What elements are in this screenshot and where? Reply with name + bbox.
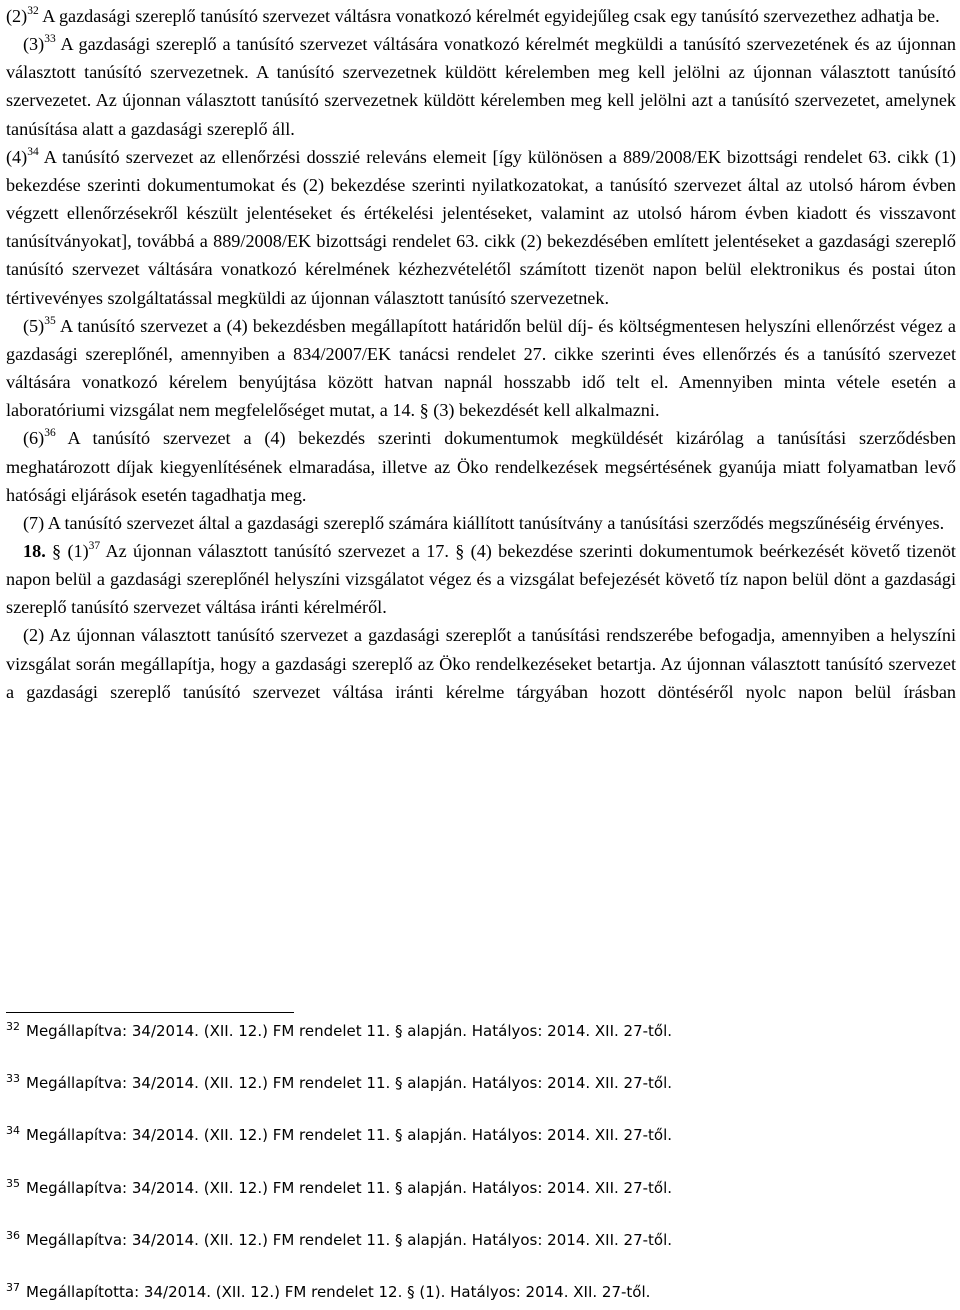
paragraph-text: A gazdasági szereplő a tanúsító szervezet váltására vonatkozó kérelmét megküldi a tanúsító szervezetének és az újonnan választott tanúsító szervezetnek. A tanúsító szervezetnek küldött kérelemben meg kell jelölni az újonnan választott tanúsító szervezetet. Az újonnan választott tanúsító szervezetnek küldött kérelemben meg kell jelölni azt a tanúsító szervezetet, amelynek tanúsítása alatt a gazdasági szereplő áll. [6,34,956,139]
paragraph-text: A tanúsító szervezet a (4) bekezdés szerinti dokumentumok megküldését kizárólag a tanúsítási szerződésben meghatározott díjak kiegyenlítésének elmaradása, illetve az Öko rendelkezések megsértésének gyanúja miatt folyamatban levő hatósági eljárások esetén tagadhatja meg. [6,428,956,505]
footnote-text: Megállapítva: 34/2014. (XII. 12.) FM rendelet 11. § alapján. Hatályos: 2014. XII. 27-től. [26,1231,673,1249]
paragraph-17-6 [6,424,956,508]
footnote-ref[interactable]: 36 [44,427,56,440]
paragraph-18-2 [6,621,956,705]
footnote-ref[interactable]: 35 [44,314,56,327]
footnote-item [6,1126,672,1144]
paragraph-number: (6) [23,428,45,449]
paragraph-17-5 [6,312,956,425]
paragraph-number: (7) [23,512,45,533]
footnote-item [6,1022,672,1040]
footnote-number: 37 [6,1281,20,1294]
paragraph-17-7 [6,509,956,537]
footnote-text: Megállapítva: 34/2014. (XII. 12.) FM rendelet 11. § alapján. Hatályos: 2014. XII. 27-től. [26,1126,673,1144]
paragraph-text: Az újonnan választott tanúsító szervezet a 17. § (4) bekezdése szerinti dokumentumok beérkezését követő tizenöt napon belül a gazdasági szereplőnél helyszíni vizsgálatot végez és a vizsgálat befejezését követő tíz napon belül dönt a gazdasági szereplő tanúsító szervezet váltása iránti kérelméről. [6,540,956,618]
footnote-item [6,1231,672,1249]
footnote-number: 32 [6,1020,20,1033]
paragraph-17-4 [6,143,956,312]
body-text [6,2,956,706]
footnote-text: Megállapította: 34/2014. (XII. 12.) FM rendelet 12. § (1). Hatályos: 2014. XII. 27-től. [26,1283,651,1301]
section-number: 18. [23,540,46,561]
paragraph-17-2 [6,2,956,30]
paragraph-text: Az újonnan választott tanúsító szervezet a gazdasági szereplőt a tanúsítási rendszerébe befogadja, amennyiben a helyszíni vizsgálat során megállapítja, hogy a gazdasági szereplő az Öko rendelkezéseket betartja. Az újonnan választott tanúsító szervezet a gazdasági szereplő tanúsító szervezet váltása iránti kérelme tárgyában hozott döntéséről nyolc napon belül írásban [6,625,956,702]
paragraph-text: A gazdasági szereplő tanúsító szervezet váltásra vonatkozó kérelmét egyidejűleg csak egy tanúsító szervezethez adhatja be. [38,6,940,26]
paragraph-number: (2) [6,6,28,26]
footnote-number: 36 [6,1229,20,1242]
footnote-item [6,1074,672,1092]
paragraph-number: (5) [23,315,45,336]
section-18-1 [6,537,956,621]
footnote-text: Megállapítva: 34/2014. (XII. 12.) FM rendelet 11. § alapján. Hatályos: 2014. XII. 27-től. [26,1074,673,1092]
paragraph-text: A tanúsító szervezet által a gazdasági szereplő számára kiállított tanúsítvány a tanúsítási szerződés megszűnéséig érvényes. [44,512,945,533]
footnote-number: 33 [6,1072,20,1085]
footnote-separator [6,1012,294,1013]
footnote-ref[interactable]: 34 [27,145,39,158]
paragraph-text: A tanúsító szervezet a (4) bekezdésben megállapított határidőn belül díj- és költségmentesen helyszíni ellenőrzést végez a gazdasági szereplőnél, amennyiben a 834/2007/EK tanácsi rendelet 27. cikke szerinti éves ellenőrzés és a tanúsító szervezet váltására vonatkozó kérelem benyújtása között hatvan napnál hosszabb idő telt el. Amennyiben minta vétele esetén a laboratóriumi vizsgálat nem megfelelőséget mutat, a 14. § (3) bekezdését kell alkalmazni. [6,315,956,421]
footnote-ref[interactable]: 32 [27,4,39,17]
section-paragraph-number: § (1) [45,540,89,561]
paragraph-number: (4) [6,146,28,167]
footnote-ref[interactable]: 33 [44,33,56,46]
paragraph-number: (3) [23,34,45,55]
footnote-number: 35 [6,1177,20,1190]
footnote-text: Megállapítva: 34/2014. (XII. 12.) FM rendelet 11. § alapján. Hatályos: 2014. XII. 27-től. [26,1179,673,1197]
footnote-number: 34 [6,1124,20,1137]
paragraph-17-3 [6,30,956,143]
footnote-item [6,1179,672,1197]
footnote-item [6,1283,650,1301]
footnote-text: Megállapítva: 34/2014. (XII. 12.) FM rendelet 11. § alapján. Hatályos: 2014. XII. 27-től. [26,1022,673,1040]
paragraph-text: A tanúsító szervezet az ellenőrzési dosszié releváns elemeit [így különösen a 889/2008/EK bizottsági rendelet 63. cikk (1) bekezdése szerinti dokumentumokat és (2) bekezdése szerinti nyilatkozatokat, a tanúsító szervezet által az utolsó három évben végzett ellenőrzésekről készült jelentéseket és értékelési jelentéseket, valamint az utolsó három évben kiadott és visszavont tanúsítványokat], továbbá a 889/2008/EK bizottsági rendelet 63. cikk (2) bekezdésében említett jelentéseket a gazdasági szereplő tanúsító szervezet váltására vonatkozó kérelmének kézhezvételétől számított tizenöt napon belül elektronikus és postai úton tértivevényes szolgáltatással megküldi az újonnan választott tanúsító szervezetnek. [6,146,956,308]
footnote-ref[interactable]: 37 [88,539,101,552]
paragraph-number: (2) [23,625,45,646]
